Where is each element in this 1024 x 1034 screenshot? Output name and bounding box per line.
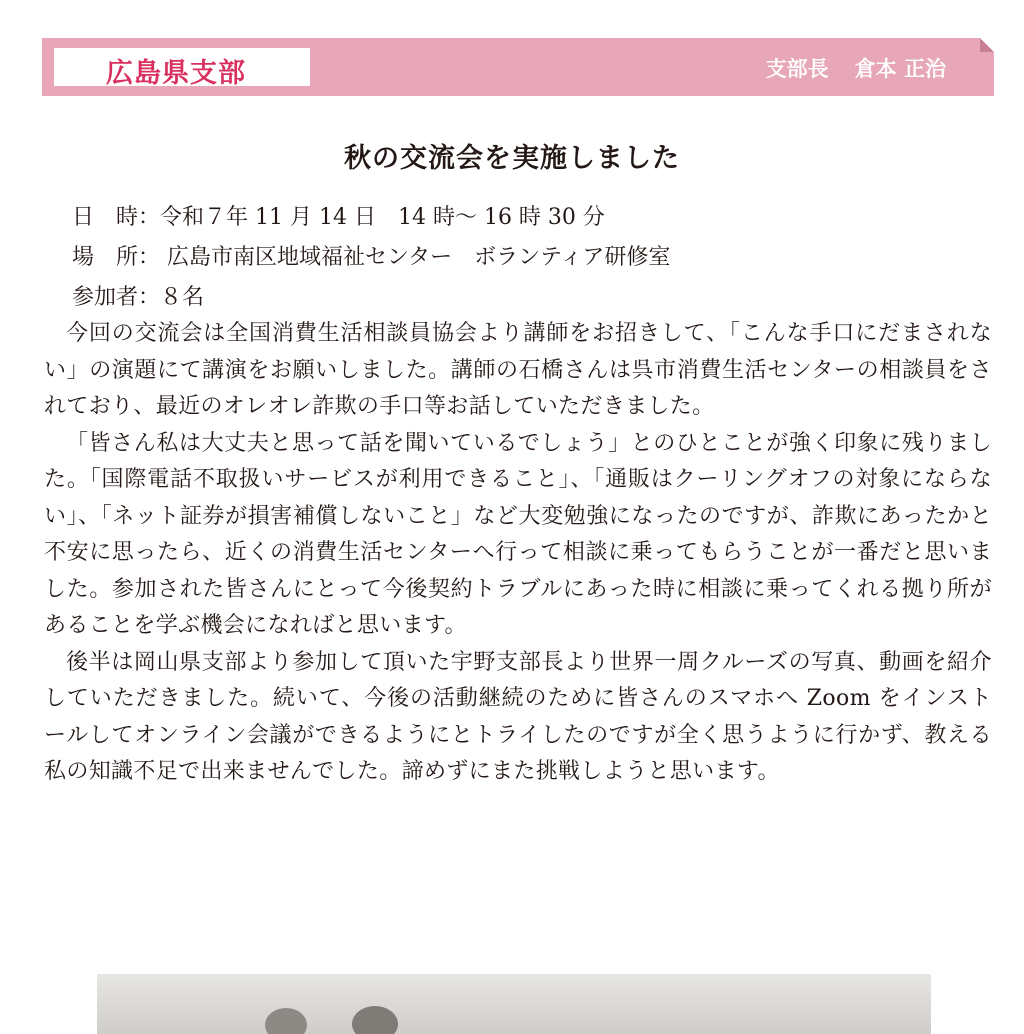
event-participants: 参加者：８名 — [72, 285, 205, 310]
event-date: 日 時：令和７年 11 月 14 日 14 時～ 16 時 30 分 — [72, 205, 605, 230]
article-title: 秋の交流会を実施しました — [344, 143, 680, 174]
photo-person-1 — [265, 1008, 307, 1034]
branch-label-box — [54, 48, 310, 89]
paragraph-1: 今回の交流会は全国消費生活相談員協会より講師をお招きして、「こんな手口にだまされない」の演題にて講演をお願いしました。講師の石橋さんは呉市消費生活センターの相談員をされており、最近のオレオレ詐欺の手口等お話していただきました。 — [44, 321, 992, 419]
branch-leader — [766, 53, 946, 83]
paragraph-2: 「皆さん私は大丈夫と思って話を聞いているでしょう」とのひとことが強く印象に残りました。「国際電話不取扱いサービスが利用できること」、「通販はクーリングオフの対象にならない」、「ネット証券が損害補償しないこと」など大変勉強になったのですが、詐欺にあったかと不安に思ったら、近くの消費生活センターへ行って相談に乗ってもらうことが一番だと思いました。参加された皆さんにとって今後契約トラブルにあった時に相談に乗ってくれる拠り所があることを学ぶ機会になればと思います。 — [44, 430, 992, 638]
branch-name: 広島県支部 — [106, 58, 246, 89]
event-place: 場 所： 広島市南区地域福祉センター ボランティア研修室 — [72, 245, 671, 270]
photo-background — [97, 974, 931, 1034]
paragraph-3: 後半は岡山県支部より参加して頂いた宇野支部長より世界一周クルーズの写真、動画を紹介していただきました。続いて、今後の活動継続のために皆さんのスマホへ Zoom をインストールしてオンライン会議ができるようにとトライしたのですが全く思うように行かず、教える私の知識不足で出来ませんでした。諦めずにまた挑戦しようと思います。 — [44, 649, 992, 784]
event-photo — [97, 974, 931, 1034]
leader-name: 倉本 正治 — [854, 57, 946, 81]
branch-header-band — [42, 38, 994, 96]
leader-role: 支部長 — [765, 57, 829, 81]
corner-fold — [980, 38, 994, 52]
photo-person-2 — [352, 1006, 398, 1034]
article-body — [44, 316, 992, 791]
